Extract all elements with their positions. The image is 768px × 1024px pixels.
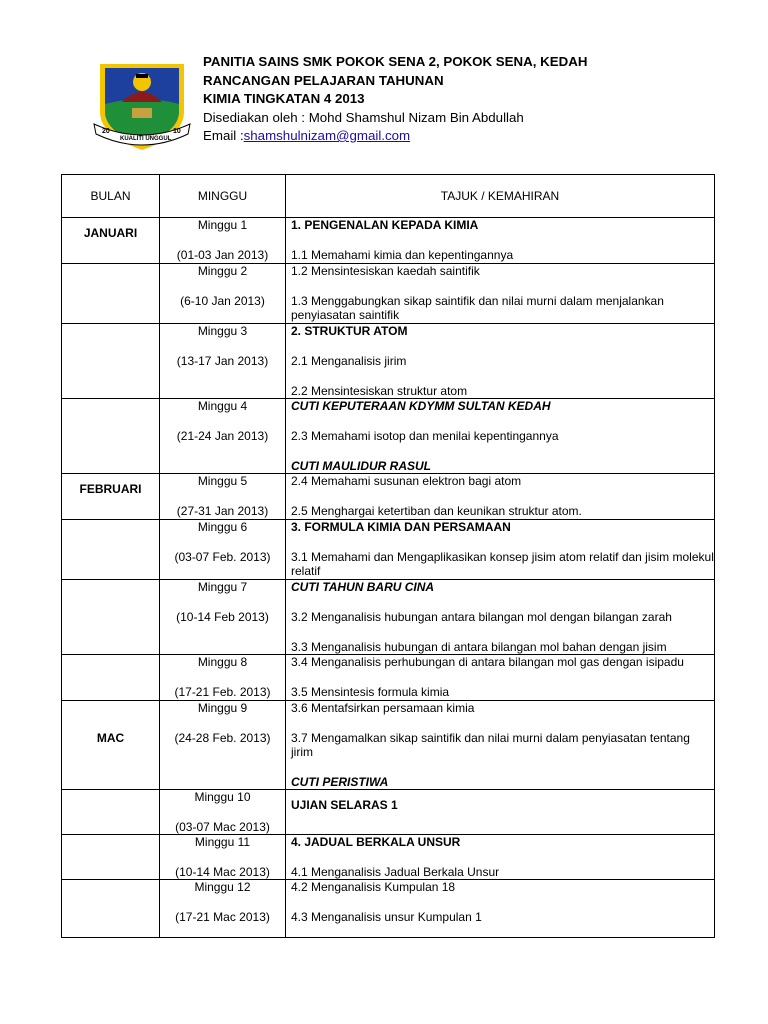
topic-cell [286, 835, 715, 880]
week-date: (03-07 Feb. 2013) [174, 550, 271, 564]
table-row [62, 218, 715, 264]
prepared-by: Disediakan oleh : Mohd Shamshul Nizam Bin Abdullah [203, 109, 524, 125]
table-row [62, 520, 715, 580]
month-cell [62, 835, 160, 880]
table-row [62, 264, 715, 324]
table-row [62, 655, 715, 701]
col-header-bulan: BULAN [62, 175, 160, 218]
crest-year-left: 20 [102, 128, 110, 135]
topic-cell [286, 520, 715, 580]
holiday-line: CUTI PERISTIWA [291, 775, 389, 789]
topic-line: 3.3 Menganalisis hubungan di antara bilangan mol bahan dengan jisim [291, 640, 667, 654]
month-cell [62, 655, 160, 701]
topic-line: 2.1 Menganalisis jirim [291, 354, 407, 368]
crest-year-right: 10 [173, 128, 181, 135]
topic-line: 3.6 Mentafsirkan persamaan kimia [291, 701, 475, 715]
week-label: Minggu 9 [197, 701, 248, 715]
holiday-line: CUTI TAHUN BARU CINA [291, 580, 435, 594]
week-label: Minggu 3 [197, 324, 248, 338]
week-cell [160, 324, 286, 399]
week-date: (10-14 Feb 2013) [176, 610, 269, 624]
topic-line: 3.7 Mengamalkan sikap saintifik dan nilai murni dalam penyiasatan tentang jirim [291, 731, 690, 759]
topic-cell [286, 701, 715, 790]
week-label: Minggu 4 [197, 399, 248, 413]
topic-line: 1.1 Memahami kimia dan kepentingannya [291, 248, 514, 262]
topic-line: 1.3 Menggabungkan sikap saintifik dan nilai murni dalam menjalankan penyiasatan saintifik [291, 294, 664, 322]
week-label: Minggu 6 [197, 520, 248, 534]
week-date: (03-07 Mac 2013) [175, 820, 270, 834]
week-date: (27-31 Jan 2013) [176, 504, 269, 518]
week-cell [160, 701, 286, 790]
header-line-2: RANCANGAN PELAJARAN TAHUNAN [203, 72, 444, 88]
week-label: Minggu 12 [194, 880, 251, 894]
week-label: Minggu 5 [197, 474, 248, 488]
topic-line: UJIAN SELARAS 1 [291, 798, 398, 812]
topic-line: 2.5 Menghargai ketertiban dan keunikan struktur atom. [291, 504, 582, 518]
topic-cell [286, 264, 715, 324]
holiday-line: CUTI KEPUTERAAN KDYMM SULTAN KEDAH [291, 399, 551, 413]
topic-cell [286, 474, 715, 520]
week-cell [160, 218, 286, 264]
week-date: (17-21 Mac 2013) [175, 910, 270, 924]
week-cell [160, 264, 286, 324]
table-row [62, 701, 715, 790]
topic-line: 3.5 Mensintesis formula kimia [291, 685, 450, 699]
holiday-line: CUTI MAULIDUR RASUL [291, 459, 431, 473]
week-label: Minggu 7 [197, 580, 248, 594]
table-row [62, 474, 715, 520]
week-cell [160, 790, 286, 835]
topic-cell [286, 655, 715, 701]
week-cell [160, 474, 286, 520]
table-header-row [62, 175, 715, 218]
topic-cell [286, 880, 715, 938]
topic-line: 4.3 Menganalisis unsur Kumpulan 1 [291, 910, 482, 924]
topic-line: 1.2 Mensintesiskan kaedah saintifik [291, 264, 480, 278]
month-cell [62, 790, 160, 835]
header-line-3: KIMIA TINGKATAN 4 2013 [203, 91, 365, 106]
topic-line: 4. JADUAL BERKALA UNSUR [291, 835, 461, 849]
email-line [203, 127, 587, 146]
col-header-minggu: MINGGU [160, 175, 286, 218]
week-label: Minggu 1 [197, 218, 248, 232]
week-cell [160, 655, 286, 701]
col-header-tajuk: TAJUK / KEMAHIRAN [286, 175, 715, 218]
month-januari: JANUARI [83, 226, 138, 240]
topic-line: 3.2 Menganalisis hubungan antara bilangan mol dengan bilangan zarah [291, 610, 672, 624]
week-cell [160, 880, 286, 938]
school-crest-logo [92, 54, 192, 154]
topic-cell [286, 790, 715, 835]
week-date: (13-17 Jan 2013) [176, 354, 269, 368]
table-row [62, 399, 715, 474]
week-label: Minggu 10 [194, 790, 251, 804]
topic-line: 2.2 Mensintesiskan struktur atom [291, 384, 468, 398]
topic-line: 3.4 Menganalisis perhubungan di antara bilangan mol gas dengan isipadu [291, 655, 684, 669]
topic-line: 2.4 Memahami susunan elektron bagi atom [291, 474, 522, 488]
month-cell [62, 880, 160, 938]
topic-line: 4.1 Menganalisis Jadual Berkala Unsur [291, 865, 500, 879]
header-line-1: PANITIA SAINS SMK POKOK SENA 2, POKOK SENA, KEDAH [203, 54, 588, 69]
lesson-plan-table [61, 174, 715, 938]
email-link[interactable]: shamshulnizam@gmail.com [243, 128, 411, 143]
month-cell [62, 324, 160, 399]
month-cell [62, 399, 160, 474]
month-cell [62, 701, 160, 790]
week-label: Minggu 2 [197, 264, 248, 278]
topic-line: 3.1 Memahami dan Mengaplikasikan konsep jisim atom relatif dan jisim molekul relatif [291, 550, 714, 578]
week-cell [160, 399, 286, 474]
topic-line: 2. STRUKTUR ATOM [291, 324, 408, 338]
week-date: (17-21 Feb. 2013) [174, 685, 271, 699]
table-row [62, 835, 715, 880]
week-cell [160, 520, 286, 580]
month-mac: MAC [96, 731, 125, 745]
month-cell [62, 218, 160, 264]
document-header [203, 53, 587, 146]
table-row [62, 324, 715, 399]
table-row [62, 790, 715, 835]
month-cell [62, 264, 160, 324]
month-februari: FEBRUARI [79, 482, 142, 496]
email-label: Email : [203, 128, 244, 143]
topic-line: 2.3 Memahami isotop dan menilai kepentingannya [291, 429, 559, 443]
topic-line: 1. PENGENALAN KEPADA KIMIA [291, 218, 479, 232]
topic-cell [286, 580, 715, 655]
week-date: (24-28 Feb. 2013) [174, 731, 271, 745]
month-cell [62, 580, 160, 655]
week-cell [160, 835, 286, 880]
month-cell [62, 520, 160, 580]
week-label: Minggu 8 [197, 655, 248, 669]
topic-line: 4.2 Menganalisis Kumpulan 18 [291, 880, 456, 894]
topic-line: 3. FORMULA KIMIA DAN PERSAMAAN [291, 520, 511, 534]
topic-cell [286, 399, 715, 474]
week-cell [160, 580, 286, 655]
table-row [62, 880, 715, 938]
table-row [62, 580, 715, 655]
week-date: (01-03 Jan 2013) [176, 248, 269, 262]
week-date: (10-14 Mac 2013) [175, 865, 270, 879]
week-label: Minggu 11 [194, 835, 251, 849]
topic-cell [286, 324, 715, 399]
month-cell [62, 474, 160, 520]
week-date: (6-10 Jan 2013) [180, 294, 265, 308]
topic-cell [286, 218, 715, 264]
crest-motto: KUALITI UNGGUL [120, 136, 172, 142]
week-date: (21-24 Jan 2013) [176, 429, 269, 443]
